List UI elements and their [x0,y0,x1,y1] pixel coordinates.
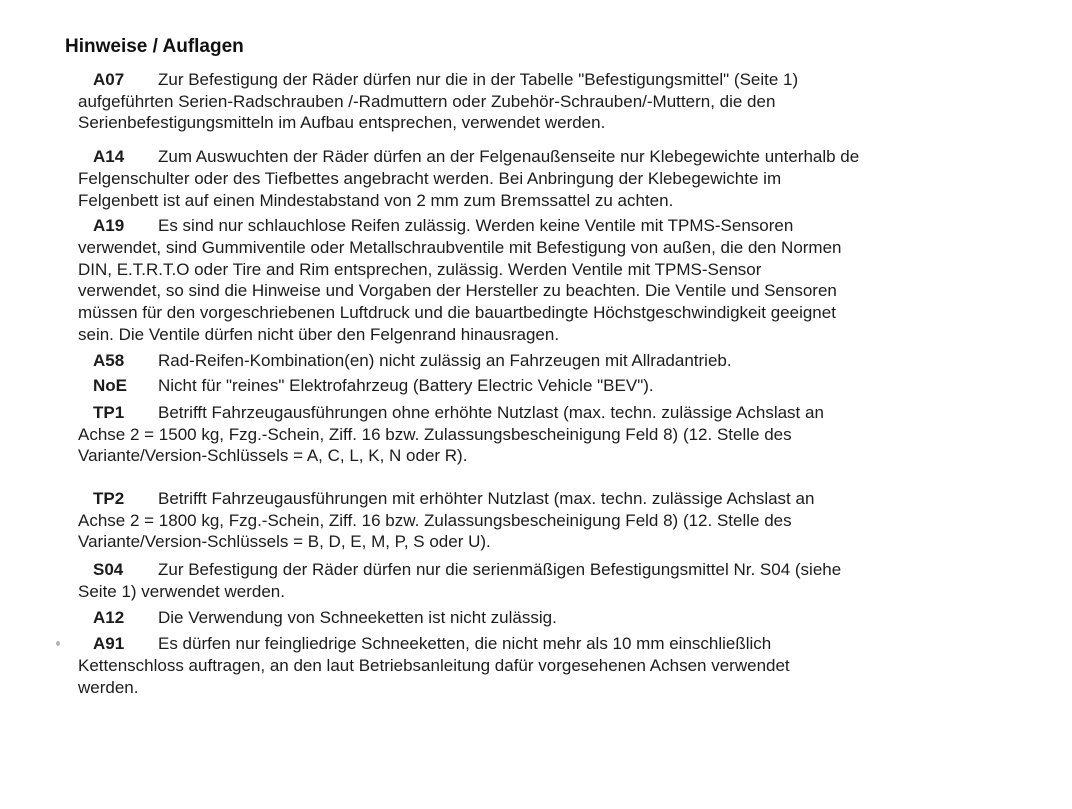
hint-text: Betrifft Fahrzeugausführungen mit erhöhter Nutzlast (max. techn. zulässige Achslast an [158,488,815,508]
hint-text: Zur Befestigung der Räder dürfen nur die serienmäßigen Befestigungsmittel Nr. S04 (siehe [158,560,842,580]
hint-item-a19 [78,215,1072,345]
hint-line: Kettenschloss auftragen, an den laut Betriebsanleitung dafür vorgesehenen Achsen verwendet [78,655,790,675]
hint-line: verwendet, so sind die Hinweise und Vorgaben der Hersteller zu beachten. Die Ventile und Sensoren [78,281,837,301]
hint-line: verwendet, sind Gummiventile oder Metallschraubventile mit Befestigung von außen, die den Normen [78,237,842,257]
hint-line [78,146,1072,168]
hint-line: sein. Die Ventile dürfen nicht über den Felgenrand hinausragen. [78,324,560,344]
scan-artifact-dot [56,641,60,646]
hint-line [78,402,1072,424]
hint-item-tp2 [78,488,1072,553]
hint-text: Betrifft Fahrzeugausführungen ohne erhöhte Nutzlast (max. techn. zulässige Achslast an [158,402,824,422]
hint-text: Die Verwendung von Schneeketten ist nicht zulässig. [158,608,557,628]
hint-line [78,350,1072,372]
hint-line: Variante/Version-Schlüssels = A, C, L, K, N oder R). [78,446,468,466]
hint-line [78,559,1072,581]
hint-line [78,375,1072,397]
hint-code: A12 [93,608,125,628]
hint-line: DIN, E.T.R.T.O oder Tire and Rim entsprechen, zulässig. Werden Ventile mit TPMS-Sensor [78,259,762,279]
hint-item-a14 [78,146,1072,211]
hint-code: TP2 [93,488,125,508]
hint-code: A07 [93,70,125,89]
hint-item-noe [78,375,1072,397]
hint-line: Serienbefestigungsmitteln im Aufbau entsprechen, verwendet werden. [78,113,606,133]
hint-code: TP1 [93,402,125,422]
hint-code: NoE [93,376,127,396]
hint-code: S04 [93,560,124,580]
hint-code: A58 [93,351,125,371]
hint-line [78,488,1072,510]
hint-code: A91 [93,634,125,654]
hint-text: Nicht für "reines" Elektrofahrzeug (Battery Electric Vehicle "BEV"). [158,376,654,396]
hint-line [78,607,1072,629]
hint-text: Zur Befestigung der Räder dürfen nur die in der Tabelle "Befestigungsmittel" (Seite 1) [158,70,799,89]
hint-code: A19 [93,216,125,236]
hint-item-a07 [78,69,1072,134]
hint-line [78,69,1072,91]
hint-code: A14 [93,147,125,167]
hint-item-tp1 [78,402,1072,467]
hint-line: müssen für den vorgeschriebenen Luftdruck und die bauartbedingte Höchstgeschwindigkeit geeignet [78,303,836,323]
hint-text: Es sind nur schlauchlose Reifen zulässig. Werden keine Ventile mit TPMS-Sensoren [158,216,794,236]
page-title: Hinweise / Auflagen [65,36,244,57]
hint-line: werden. [78,677,139,697]
hint-line: Achse 2 = 1500 kg, Fzg.-Schein, Ziff. 16 bzw. Zulassungsbescheinigung Feld 8) (12. Stelle des [78,424,792,444]
hint-text: Es dürfen nur feingliedrige Schneeketten, die nicht mehr als 10 mm einschließlich [158,634,772,654]
hint-line: aufgeführten Serien-Radschrauben /-Radmuttern oder Zubehör-Schrauben/-Muttern, die den [78,91,776,111]
hint-item-a58 [78,350,1072,372]
hint-line: Felgenschulter oder des Tiefbettes angebracht werden. Bei Anbringung der Klebegewichte im [78,168,782,188]
hint-line: Achse 2 = 1800 kg, Fzg.-Schein, Ziff. 16 bzw. Zulassungsbescheinigung Feld 8) (12. Stelle des [78,510,792,530]
hint-line: Felgenbett ist auf einen Mindestabstand von 2 mm zum Bremssattel zu achten. [78,190,674,210]
hint-text: Zum Auswuchten der Räder dürfen an der Felgenaußenseite nur Klebegewichte unterhalb de [158,147,860,167]
hint-line: Seite 1) verwendet werden. [78,581,285,601]
hint-item-s04 [78,559,1072,602]
hint-item-a91 [78,633,1072,698]
hint-item-a12 [78,607,1072,629]
hint-text: Rad-Reifen-Kombination(en) nicht zulässig an Fahrzeugen mit Allradantrieb. [158,351,732,371]
hints-list [78,69,1072,698]
hint-line [78,633,1072,655]
hint-line: Variante/Version-Schlüssels = B, D, E, M, P, S oder U). [78,532,491,552]
hint-line [78,215,1072,237]
